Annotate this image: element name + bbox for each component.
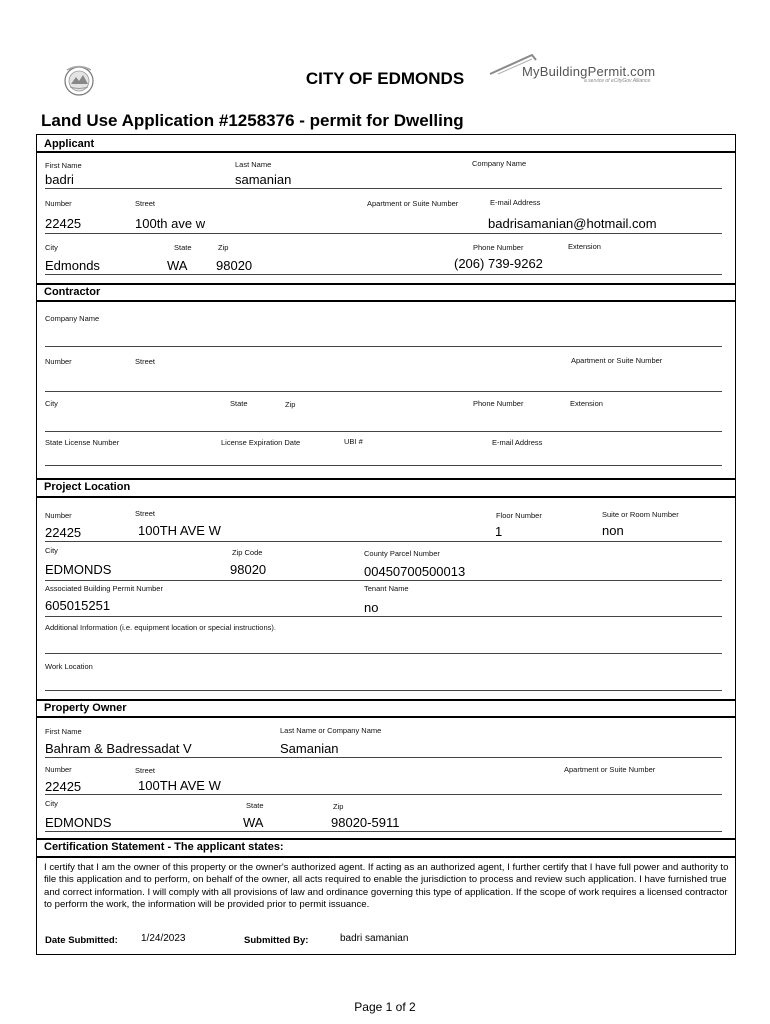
field-underline [45, 431, 722, 432]
owner-last-name-value: Samanian [280, 741, 339, 756]
applicant-street-label: Street [135, 199, 156, 208]
owner-first-name-label: First Name [45, 727, 82, 736]
section-divider [37, 856, 735, 858]
applicant-phone-label: Phone Number [473, 243, 524, 252]
applicant-street-value: 100th ave w [135, 216, 206, 231]
project-city-label: City [45, 546, 58, 555]
section-divider [37, 478, 735, 480]
project-city-value: EDMONDS [45, 562, 112, 577]
section-divider [37, 699, 735, 701]
project-work-location-label: Work Location [45, 662, 93, 671]
contractor-state-label: State [230, 399, 248, 408]
project-street-value: 100TH AVE W [138, 523, 221, 538]
section-divider [37, 300, 735, 302]
field-underline [45, 465, 722, 466]
project-floor-value: 1 [495, 524, 503, 539]
section-divider [37, 496, 735, 498]
contractor-email-label: E-mail Address [492, 438, 543, 447]
applicant-state-value: WA [167, 258, 188, 273]
project-parcel-label: County Parcel Number [364, 549, 440, 558]
owner-zip-label: Zip [333, 802, 344, 811]
owner-last-name-label: Last Name or Company Name [280, 726, 382, 735]
owner-street-value: 100TH AVE W [138, 778, 221, 793]
applicant-first-name-value: badri [45, 172, 74, 187]
field-underline [45, 616, 722, 617]
applicant-email-label: E-mail Address [490, 198, 541, 207]
contractor-company-name-label: Company Name [45, 314, 100, 323]
field-underline [45, 274, 722, 275]
section-divider [37, 151, 735, 153]
applicant-number-label: Number [45, 199, 72, 208]
certification-heading: Certification Statement - The applicant states: [44, 841, 284, 853]
applicant-email-value: badrisamanian@hotmail.com [488, 216, 657, 231]
field-underline [45, 391, 722, 392]
contractor-phone-label: Phone Number [473, 399, 524, 408]
owner-city-value: EDMONDS [45, 815, 112, 830]
field-underline [45, 757, 722, 758]
certification-text: I certify that I am the owner of this property or the owner's authorized agent. If acting as an authorized agent, I further certify that I have full power and authority to file this application and to perform, on behalf of the owner, all acts required to enable the jurisdiction to process and review such application. I have furnished true and correct information. I will comply with all provisions of law and ordinance governing this type of application. If the scope of work requires a licensed contractor to perform the work, the information will be provided prior to permit issuance. [44, 862, 729, 910]
applicant-extension-label: Extension [568, 242, 601, 251]
project-assoc-permit-label: Associated Building Permit Number [45, 584, 163, 593]
applicant-city-label: City [45, 243, 58, 252]
project-street-label: Street [135, 509, 156, 518]
project-zip-code-label: Zip Code [232, 548, 263, 557]
contractor-license-label: State License Number [45, 438, 120, 447]
applicant-first-name-label: First Name [45, 161, 82, 170]
contractor-heading: Contractor [44, 286, 101, 298]
applicant-last-name-value: samanian [235, 172, 292, 187]
section-divider [37, 283, 735, 285]
contractor-ubi-label: UBI # [344, 437, 363, 446]
owner-first-name-value: Bahram & Badressadat V [45, 741, 192, 756]
field-underline [45, 233, 722, 234]
applicant-apt-label: Apartment or Suite Number [367, 199, 459, 208]
page-number: Page 1 of 2 [354, 1000, 416, 1014]
owner-city-label: City [45, 799, 58, 808]
date-submitted-label: Date Submitted: [45, 935, 118, 946]
applicant-zip-value: 98020 [216, 258, 253, 273]
field-underline [45, 794, 722, 795]
date-submitted-value: 1/24/2023 [141, 933, 186, 944]
contractor-extension-label: Extension [570, 399, 603, 408]
contractor-apt-label: Apartment or Suite Number [571, 356, 663, 365]
contractor-city-label: City [45, 399, 58, 408]
contractor-street-label: Street [135, 357, 156, 366]
owner-apt-label: Apartment or Suite Number [564, 765, 656, 774]
logo-tagline: a service of eCityGov Alliance [584, 78, 651, 84]
project-floor-label: Floor Number [496, 511, 542, 520]
contractor-zip-label: Zip [285, 400, 296, 409]
applicant-company-name-label: Company Name [472, 159, 527, 168]
owner-number-label: Number [45, 765, 72, 774]
field-underline [45, 690, 722, 691]
section-divider [37, 838, 735, 840]
project-zip-code-value: 98020 [230, 562, 267, 577]
owner-number-value: 22425 [45, 779, 82, 794]
section-divider [37, 716, 735, 718]
field-underline [45, 580, 722, 581]
contractor-number-label: Number [45, 357, 72, 366]
project-tenant-value: no [364, 600, 379, 615]
owner-state-label: State [246, 801, 264, 810]
city-heading: CITY OF EDMONDS [305, 69, 465, 88]
project-suite-value: non [602, 523, 624, 538]
project-number-label: Number [45, 511, 72, 520]
field-underline [45, 346, 722, 347]
page-title: Land Use Application #1258376 - permit for Dwelling [41, 111, 464, 130]
contractor-expiration-label: License Expiration Date [221, 438, 301, 447]
project-location-heading: Project Location [44, 481, 131, 493]
project-suite-label: Suite or Room Number [602, 510, 679, 519]
field-underline [45, 541, 722, 542]
applicant-heading: Applicant [44, 138, 95, 150]
applicant-number-value: 22425 [45, 216, 82, 231]
field-underline [45, 831, 722, 832]
owner-state-value: WA [243, 815, 264, 830]
applicant-zip-label: Zip [218, 243, 229, 252]
project-additional-info-label: Additional Information (i.e. equipment location or special instructions). [45, 623, 276, 632]
field-underline [45, 653, 722, 654]
project-assoc-permit-value: 605015251 [45, 598, 111, 613]
property-owner-heading: Property Owner [44, 702, 127, 714]
applicant-city-value: Edmonds [45, 258, 100, 273]
applicant-last-name-label: Last Name [235, 160, 272, 169]
submitted-by-label: Submitted By: [244, 935, 309, 946]
owner-zip-value: 98020-5911 [331, 815, 400, 830]
applicant-phone-value: (206) 739-9262 [454, 256, 543, 271]
project-parcel-value: 00450700500013 [364, 564, 466, 579]
submitted-by-value: badri samanian [340, 933, 409, 944]
project-tenant-label: Tenant Name [364, 584, 409, 593]
mybuildingpermit-logo[interactable] [488, 54, 658, 84]
logo-text: MyBuildingPermit.com [522, 64, 656, 79]
owner-street-label: Street [135, 766, 156, 775]
field-underline [45, 188, 722, 189]
project-number-value: 22425 [45, 525, 82, 540]
applicant-state-label: State [174, 243, 192, 252]
